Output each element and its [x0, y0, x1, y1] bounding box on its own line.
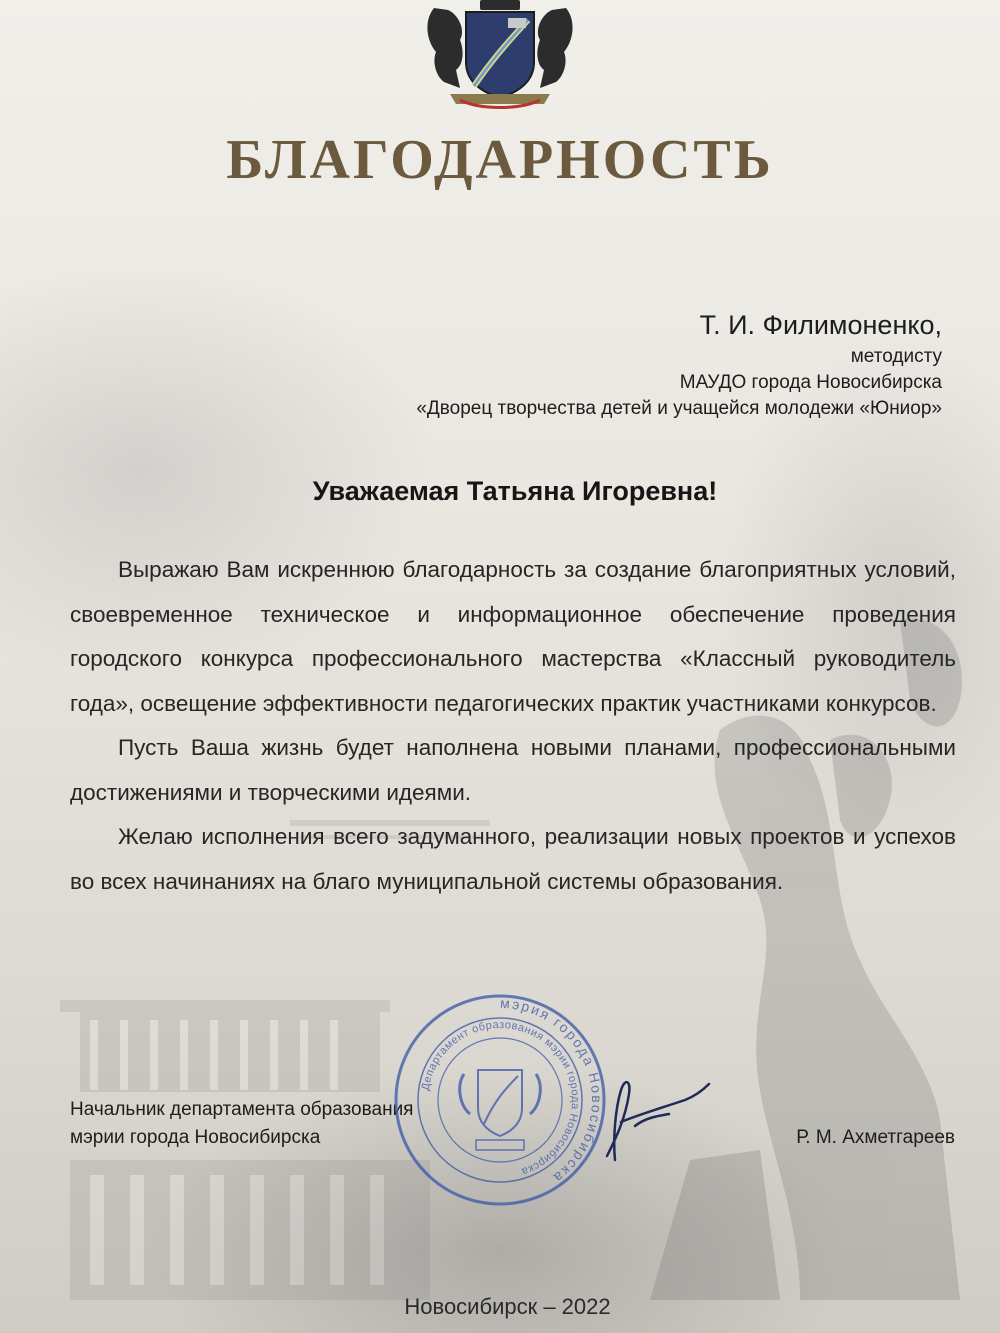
greeting: Уважаемая Татьяна Игоревна!	[312, 476, 718, 506]
document-title: БЛАГОДАРНОСТЬ	[226, 129, 774, 191]
stamp-inner-text: Департамент образования мэрии города Новосибирска	[419, 1018, 582, 1178]
recipient-block	[416, 306, 942, 422]
svg-text:Департамент образования мэрии	[420, 1019, 581, 1178]
official-stamp	[390, 990, 610, 1210]
handwritten-signature	[585, 1060, 715, 1170]
recipient-organization: МАУДО города Новосибирска	[679, 372, 942, 393]
body-paragraph: Желаю исполнения всего задуманного, реализации новых проектов и успехов во всех начинаниях на благо муниципальной системы образования.	[70, 824, 956, 894]
recipient-position: методисту	[850, 346, 942, 367]
letter-body	[70, 548, 956, 904]
recipient-name: Т. И. Филимоненко,	[699, 310, 942, 340]
footer-place-year: Новосибирск – 2022	[404, 1294, 611, 1319]
body-paragraph: Выражаю Вам искреннюю благодарность за создание благоприятных условий, своевременное техническое и информационное обеспечение проведения городского конкурса профессионального мастерства «Классный руководитель года», освещение эффективности педагогических практик участниками конкурсов.	[70, 557, 956, 716]
signatory-title	[70, 1096, 413, 1152]
recipient-organization-name: «Дворец творчества детей и учащейся молодежи «Юниор»	[416, 398, 942, 419]
coat-of-arms-icon	[420, 0, 580, 112]
body-paragraph: Пусть Ваша жизнь будет наполнена новыми планами, профессиональными достижениями и творческими идеями.	[70, 735, 956, 805]
stamp-outer-text: мэрия города Новосибирска	[499, 994, 606, 1187]
signatory-name: Р. М. Ахметгареев	[796, 1127, 955, 1148]
signatory-title-line: Начальник департамента образования	[70, 1099, 414, 1120]
signatory-title-line: мэрии города Новосибирска	[70, 1127, 321, 1148]
